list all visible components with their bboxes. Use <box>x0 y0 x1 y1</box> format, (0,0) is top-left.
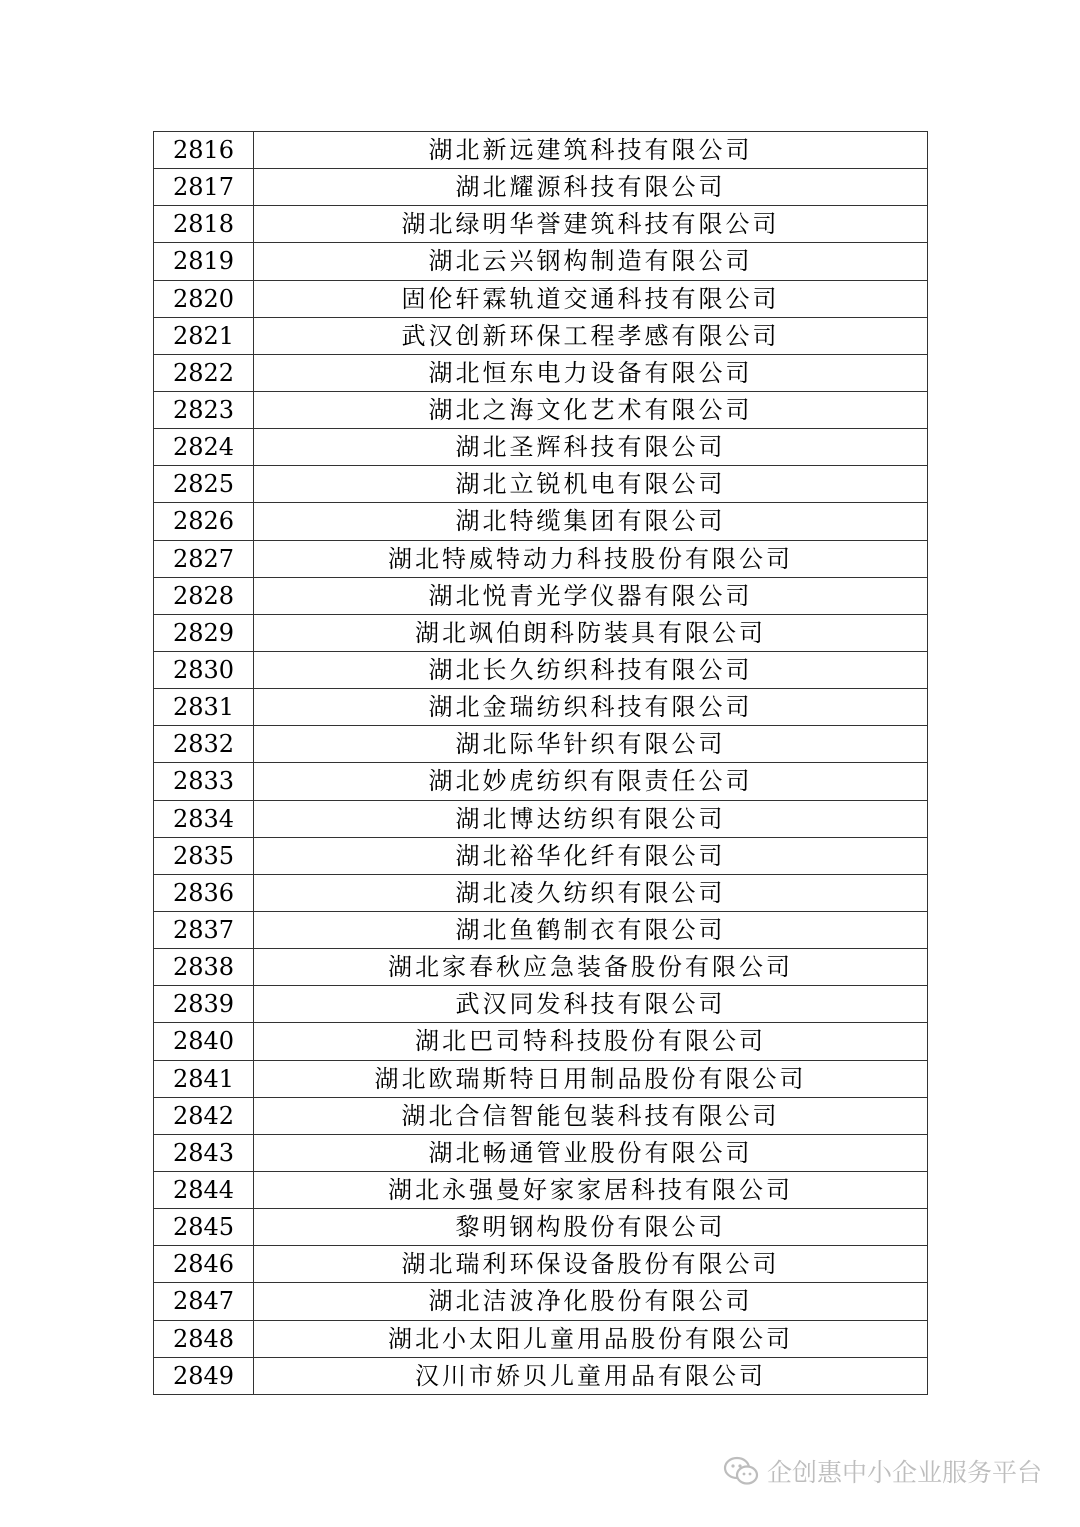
row-number: 2816 <box>154 132 254 169</box>
company-name: 湖北云兴钢构制造有限公司 <box>254 243 928 280</box>
watermark-text: 企创惠中小企业服务平台 <box>766 1458 1042 1487</box>
company-name: 湖北欧瑞斯特日用制品股份有限公司 <box>254 1060 928 1097</box>
company-name: 湖北洁波净化股份有限公司 <box>254 1283 928 1320</box>
wechat-icon <box>723 1456 759 1486</box>
table-row <box>154 391 928 428</box>
table-row <box>154 1209 928 1246</box>
row-number: 2825 <box>154 466 254 503</box>
company-list-table <box>153 131 928 1395</box>
company-name: 湖北绿明华誉建筑科技有限公司 <box>254 206 928 243</box>
company-name: 湖北巴司特科技股份有限公司 <box>254 1023 928 1060</box>
company-list-body <box>154 132 928 1395</box>
row-number: 2821 <box>154 317 254 354</box>
watermark <box>723 1453 1042 1489</box>
table-row <box>154 540 928 577</box>
table-row <box>154 949 928 986</box>
table-row <box>154 354 928 391</box>
table-row <box>154 429 928 466</box>
row-number: 2843 <box>154 1134 254 1171</box>
table-row <box>154 911 928 948</box>
row-number: 2844 <box>154 1171 254 1208</box>
table-row <box>154 800 928 837</box>
row-number: 2835 <box>154 837 254 874</box>
row-number: 2829 <box>154 614 254 651</box>
company-name: 湖北飒伯朗科防装具有限公司 <box>254 614 928 651</box>
company-name: 湖北恒东电力设备有限公司 <box>254 354 928 391</box>
table-row <box>154 466 928 503</box>
company-name: 湖北凌久纺织有限公司 <box>254 874 928 911</box>
company-name: 湖北际华针织有限公司 <box>254 726 928 763</box>
row-number: 2833 <box>154 763 254 800</box>
company-name: 湖北新远建筑科技有限公司 <box>254 132 928 169</box>
table-row <box>154 614 928 651</box>
company-name: 武汉同发科技有限公司 <box>254 986 928 1023</box>
company-name: 湖北永强曼好家家居科技有限公司 <box>254 1171 928 1208</box>
company-name: 湖北合信智能包装科技有限公司 <box>254 1097 928 1134</box>
table-row <box>154 1246 928 1283</box>
table-row <box>154 206 928 243</box>
table-row <box>154 1171 928 1208</box>
row-number: 2819 <box>154 243 254 280</box>
company-name: 湖北家春秋应急装备股份有限公司 <box>254 949 928 986</box>
table-row <box>154 1023 928 1060</box>
row-number: 2838 <box>154 949 254 986</box>
row-number: 2849 <box>154 1357 254 1394</box>
company-name: 湖北金瑞纺织科技有限公司 <box>254 689 928 726</box>
table-row <box>154 1283 928 1320</box>
table-row <box>154 132 928 169</box>
row-number: 2834 <box>154 800 254 837</box>
row-number: 2828 <box>154 577 254 614</box>
table-row <box>154 874 928 911</box>
table-row <box>154 317 928 354</box>
table-row <box>154 280 928 317</box>
table-row <box>154 651 928 688</box>
company-name: 黎明钢构股份有限公司 <box>254 1209 928 1246</box>
row-number: 2817 <box>154 169 254 206</box>
row-number: 2824 <box>154 429 254 466</box>
company-name: 湖北特威特动力科技股份有限公司 <box>254 540 928 577</box>
row-number: 2820 <box>154 280 254 317</box>
row-number: 2836 <box>154 874 254 911</box>
company-name: 湖北博达纺织有限公司 <box>254 800 928 837</box>
table-row <box>154 1357 928 1394</box>
table-row <box>154 726 928 763</box>
company-name: 湖北长久纺织科技有限公司 <box>254 651 928 688</box>
company-name: 湖北瑞利环保设备股份有限公司 <box>254 1246 928 1283</box>
company-name: 湖北耀源科技有限公司 <box>254 169 928 206</box>
row-number: 2826 <box>154 503 254 540</box>
row-number: 2822 <box>154 354 254 391</box>
table-row <box>154 503 928 540</box>
table-row <box>154 837 928 874</box>
company-name: 湖北畅通管业股份有限公司 <box>254 1134 928 1171</box>
table-row <box>154 577 928 614</box>
table-row <box>154 986 928 1023</box>
table-row <box>154 689 928 726</box>
table-row <box>154 763 928 800</box>
company-name: 湖北妙虎纺织有限责任公司 <box>254 763 928 800</box>
company-name: 汉川市娇贝儿童用品有限公司 <box>254 1357 928 1394</box>
row-number: 2831 <box>154 689 254 726</box>
row-number: 2840 <box>154 1023 254 1060</box>
row-number: 2841 <box>154 1060 254 1097</box>
company-name: 固伦轩霖轨道交通科技有限公司 <box>254 280 928 317</box>
row-number: 2837 <box>154 911 254 948</box>
company-name: 湖北悦青光学仪器有限公司 <box>254 577 928 614</box>
company-name: 湖北之海文化艺术有限公司 <box>254 391 928 428</box>
row-number: 2842 <box>154 1097 254 1134</box>
company-name: 湖北特缆集团有限公司 <box>254 503 928 540</box>
row-number: 2832 <box>154 726 254 763</box>
row-number: 2847 <box>154 1283 254 1320</box>
row-number: 2830 <box>154 651 254 688</box>
company-name: 湖北立锐机电有限公司 <box>254 466 928 503</box>
table-row <box>154 1060 928 1097</box>
table-row <box>154 1134 928 1171</box>
table-row <box>154 243 928 280</box>
row-number: 2839 <box>154 986 254 1023</box>
company-name: 湖北小太阳儿童用品股份有限公司 <box>254 1320 928 1357</box>
company-name: 湖北裕华化纤有限公司 <box>254 837 928 874</box>
company-name: 武汉创新环保工程孝感有限公司 <box>254 317 928 354</box>
company-name: 湖北圣辉科技有限公司 <box>254 429 928 466</box>
table-row <box>154 169 928 206</box>
table-row <box>154 1097 928 1134</box>
row-number: 2823 <box>154 391 254 428</box>
company-name: 湖北鱼鹤制衣有限公司 <box>254 911 928 948</box>
row-number: 2827 <box>154 540 254 577</box>
row-number: 2848 <box>154 1320 254 1357</box>
table-row <box>154 1320 928 1357</box>
row-number: 2818 <box>154 206 254 243</box>
row-number: 2846 <box>154 1246 254 1283</box>
row-number: 2845 <box>154 1209 254 1246</box>
